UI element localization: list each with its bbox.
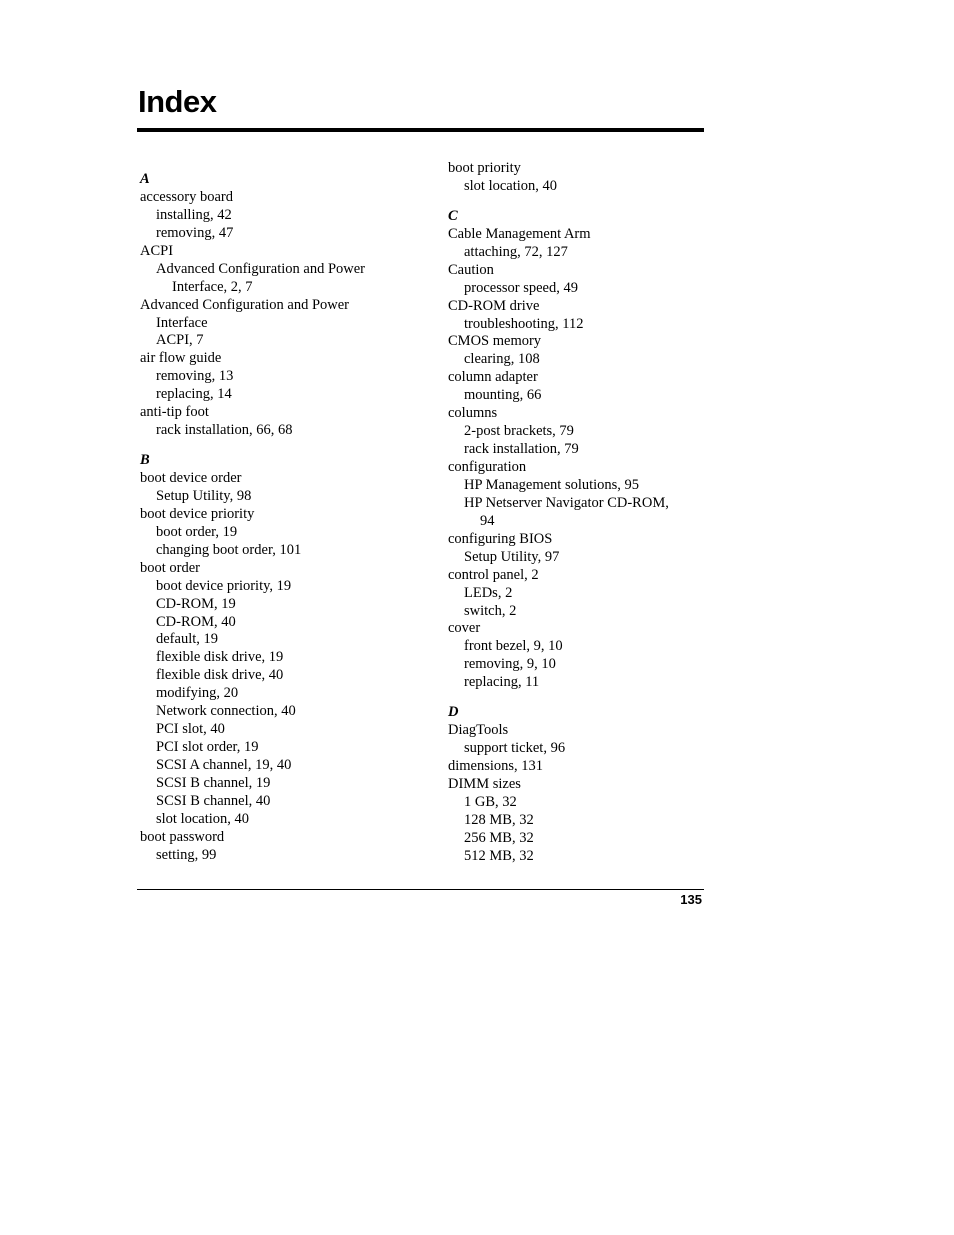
index-subentry: slot location, 40	[464, 177, 558, 194]
index-subentry: 512 MB, 32	[464, 847, 534, 864]
index-subentry: 128 MB, 32	[464, 811, 534, 828]
index-entry: CD-ROM drive	[448, 297, 540, 314]
index-subentry: support ticket, 96	[464, 740, 566, 757]
index-subentry: CD-ROM, 40	[156, 613, 236, 630]
index-section-letter: C	[448, 207, 458, 224]
index-entry: air flow guide	[140, 350, 222, 367]
index-subentry: LEDs, 2	[464, 584, 513, 601]
index-subentry: replacing, 11	[464, 674, 540, 691]
index-subentry: 256 MB, 32	[464, 829, 534, 846]
index-entry: CMOS memory	[448, 333, 542, 350]
index-subentry: attaching, 72, 127	[464, 243, 568, 260]
index-subentry: Setup Utility, 98	[156, 487, 252, 504]
index-entry: configuring BIOS	[448, 530, 553, 547]
index-subentry: rack installation, 66, 68	[156, 422, 293, 439]
index-subentry: CD-ROM, 19	[156, 595, 236, 612]
index-subentry: Network connection, 40	[156, 703, 296, 720]
index-entry: Cable Management Arm	[448, 225, 591, 242]
index-subentry: 1 GB, 32	[464, 793, 517, 810]
index-subentry: SCSI B channel, 19	[156, 774, 271, 791]
index-subentry: front bezel, 9, 10	[464, 638, 563, 655]
index-subentry: switch, 2	[464, 602, 517, 619]
index-subentry: default, 19	[156, 631, 219, 648]
index-subentry: processor speed, 49	[464, 279, 578, 296]
index-subentry: clearing, 108	[464, 351, 540, 368]
index-subentry: PCI slot order, 19	[156, 739, 259, 756]
index-entry: dimensions, 131	[448, 758, 544, 774]
index-column-left	[140, 171, 440, 865]
index-subentry: SCSI B channel, 40	[156, 792, 271, 809]
index-entry: DIMM sizes	[448, 775, 521, 792]
index-subentry: Advanced Configuration and Power	[156, 260, 365, 277]
index-entry: DiagTools	[448, 722, 509, 739]
index-entry: boot priority	[448, 160, 521, 176]
index-entry: boot device order	[140, 470, 242, 486]
index-subentry: installing, 42	[156, 206, 232, 223]
footer-rule	[137, 889, 704, 890]
index-section-letter: A	[140, 171, 150, 187]
index-section-letter: B	[140, 452, 150, 469]
index-entry: column adapter	[448, 369, 538, 386]
index-entry: boot device priority	[140, 505, 255, 522]
index-subentry: slot location, 40	[156, 810, 250, 827]
index-subentry: HP Netserver Navigator CD-ROM,	[464, 494, 669, 511]
index-subentry: setting, 99	[156, 846, 217, 863]
index-subentry: modifying, 20	[156, 685, 239, 702]
index-subentry: Interface, 2, 7	[172, 278, 253, 295]
index-subentry: changing boot order, 101	[156, 541, 302, 558]
index-subentry: PCI slot, 40	[156, 721, 225, 738]
index-subentry: boot order, 19	[156, 523, 238, 540]
index-subentry: Setup Utility, 97	[464, 548, 560, 565]
index-entry: Caution	[448, 261, 494, 278]
index-subentry: 2-post brackets, 79	[464, 423, 574, 440]
index-subentry: 94	[480, 512, 495, 529]
title-rule	[137, 128, 704, 132]
index-entry: ACPI	[140, 242, 174, 259]
index-subentry: SCSI A channel, 19, 40	[156, 757, 292, 773]
index-subentry: removing, 9, 10	[464, 656, 556, 673]
index-section-letter: D	[448, 704, 459, 721]
index-entry: accessory board	[140, 188, 233, 205]
index-subentry: flexible disk drive, 19	[156, 649, 284, 666]
index-entry: configuration	[448, 459, 527, 475]
index-subentry: boot device priority, 19	[156, 577, 292, 594]
index-subentry: ACPI, 7	[156, 332, 204, 349]
index-entry: boot password	[140, 828, 225, 845]
index-entry: cover	[448, 620, 481, 637]
index-entry: columns	[448, 405, 498, 422]
index-subentry: mounting, 66	[464, 387, 542, 404]
index-subentry: HP Management solutions, 95	[464, 476, 640, 493]
index-subentry: removing, 47	[156, 224, 234, 241]
index-entry: anti-tip foot	[140, 404, 209, 421]
index-subentry: flexible disk drive, 40	[156, 667, 284, 684]
index-subentry: replacing, 14	[156, 386, 232, 403]
index-subentry: troubleshooting, 112	[464, 315, 584, 332]
index-entry: control panel, 2	[448, 566, 539, 583]
index-subentry: rack installation, 79	[464, 441, 579, 458]
index-subentry: Interface	[156, 314, 208, 331]
index-entry: boot order	[140, 559, 200, 576]
page-number: 135	[680, 892, 702, 907]
page-title: Index	[138, 84, 217, 119]
index-column-right	[448, 160, 748, 866]
index-subentry: removing, 13	[156, 368, 234, 385]
index-entry: Advanced Configuration and Power	[140, 296, 349, 313]
